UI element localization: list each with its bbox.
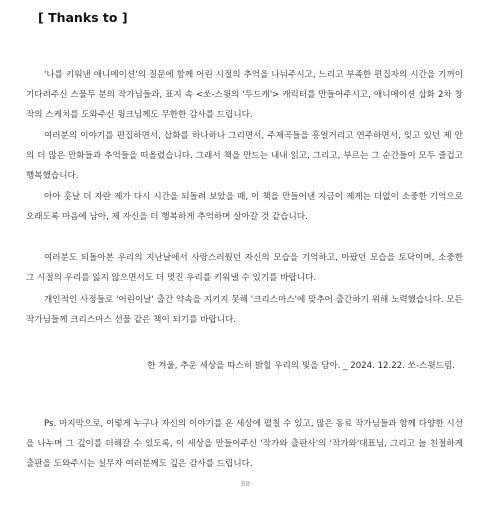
paragraph-memory: 아아 훗날 더 자란 제가 다시 시간을 되돌려 보았을 때, 이 책을 만들어낸 지금이 제게는 더없이 소중한 기억으로 오래도록 마음에 남아, 제 자신을 더 행복하게 추억하며 살아갈 것 같습니다. [26,192,463,222]
page-number: 68 [241,480,250,488]
paragraph-wish: 여러분도 되돌아본 우리의 지난날에서 사랑스러웠던 자신의 모습을 기억하고, 아팠던 모습을 토닥이며, 소중한 그 시절의 우리를 잃지 않으면서도 더 멋진 우리를 키워낼 수 있기를 바랍니다. [26,253,463,283]
thanks-heading: [ Thanks to ] [38,10,128,25]
paragraph-postscript: Ps. 마지막으로, 이렇게 누구나 자신의 이야기를 온 세상에 펼칠 수 있고, 많은 동료 작가님들과 함께 다양한 시선을 나누며 그 깊이를 더해갈 수 있도록, 이 세상을 만들어주신 '작가와 출판사'의 '작가와'대표님, 그리고 늘 친절하게 출판을 도와주시는 실무자 여러분께도 깊은 감사를 드립니다. [26,419,463,469]
paragraph-editing: 여러분의 이야기를 편집하면서, 삽화를 하나하나 그리면서, 주제곡들을 흥얼거리고 연주하면서, 잊고 있던 제 안의 더 많은 만화들과 추억들을 떠올렸습니다. 그래서 책을 만드는 내내 읽고, 그리고, 부르는 그 순간들이 모두 즐겁고 행복했습니다. [26,131,463,181]
paragraph-christmas: 개인적인 사정들로 '어린이날' 출간 약속을 지키지 못해 '크리스마스'에 맞추어 출간하기 위해 노력했습니다. 모든 작가님들께 크리스마스 선물 같은 책이 되기를 바랍니다. [26,295,463,325]
signature-line: 한 겨울, 추운 세상을 따스히 밝힐 우리의 빛을 담아. _ 2024. 12.22. 쏘-스윗드림. [147,361,455,371]
paragraph-intro: '나를 키워낸 애니메이션'의 질문에 함께 어린 시절의 추억을 나눠주시고, 느리고 부족한 편집자의 시간을 기꺼이 기다려주신 스물두 분의 작가님들과, 표지 속 <쏘-스윗의 '두드캐'> 캐릭터를 만들어주시고, 애니메이션 삽화 2차 창작의 스케치를 도와주신 윙크님께도 무한한 감사를 드립니다. [26,70,463,120]
